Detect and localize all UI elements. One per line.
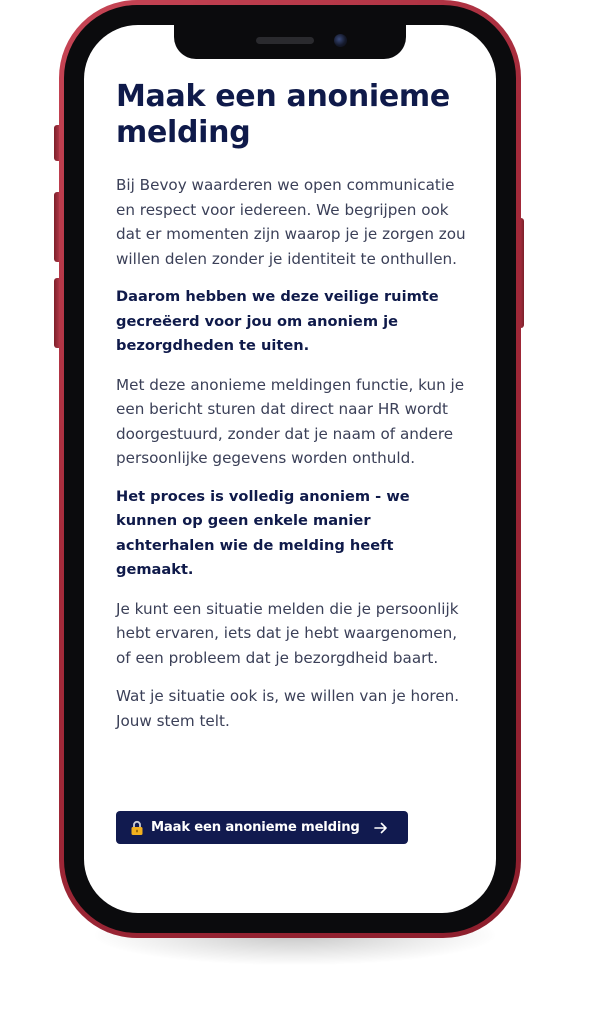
closing-paragraph: Wat je situatie ook is, we willen van je horen. Jouw stem telt. bbox=[116, 687, 460, 730]
arrow-right-icon bbox=[374, 822, 388, 834]
page-title: Maak een anonieme melding bbox=[116, 79, 450, 150]
phone-bezel bbox=[64, 5, 516, 933]
report-anonymously-button[interactable] bbox=[116, 811, 408, 844]
report-types-paragraph: Je kunt een situatie melden die je persoonlijk hebt ervaren, iets dat je hebt waargenomen, of een probleem dat je bezorgdheid baart. bbox=[116, 599, 459, 667]
front-camera bbox=[334, 34, 347, 47]
phone-frame bbox=[59, 0, 521, 938]
safe-space-statement: Daarom hebben we deze veilige ruimte gecreëerd voor jou om anoniem je bezorgdheden te uiten. bbox=[116, 288, 439, 354]
lock-icon bbox=[130, 820, 144, 836]
page-content bbox=[116, 79, 468, 747]
feature-description: Met deze anonieme meldingen functie, kun je een bericht sturen dat direct naar HR wordt doorgestuurd, zonder dat je naam of andere persoonlijke gegevens worden onthuld. bbox=[116, 375, 465, 467]
phone-screen bbox=[84, 25, 496, 913]
anonymity-statement: Het proces is volledig anoniem - we kunnen op geen enkele manier achterhalen wie de melding heeft gemaakt. bbox=[116, 487, 410, 578]
report-button-label: Maak een anonieme melding bbox=[151, 820, 360, 835]
speaker-grille bbox=[256, 37, 314, 44]
intro-paragraph: Bij Bevoy waarderen we open communicatie en respect voor iedereen. We begrijpen ook dat er momenten zijn waarop je je zorgen zou willen delen zonder je identiteit te onthullen. bbox=[116, 176, 466, 268]
notch bbox=[174, 25, 406, 59]
